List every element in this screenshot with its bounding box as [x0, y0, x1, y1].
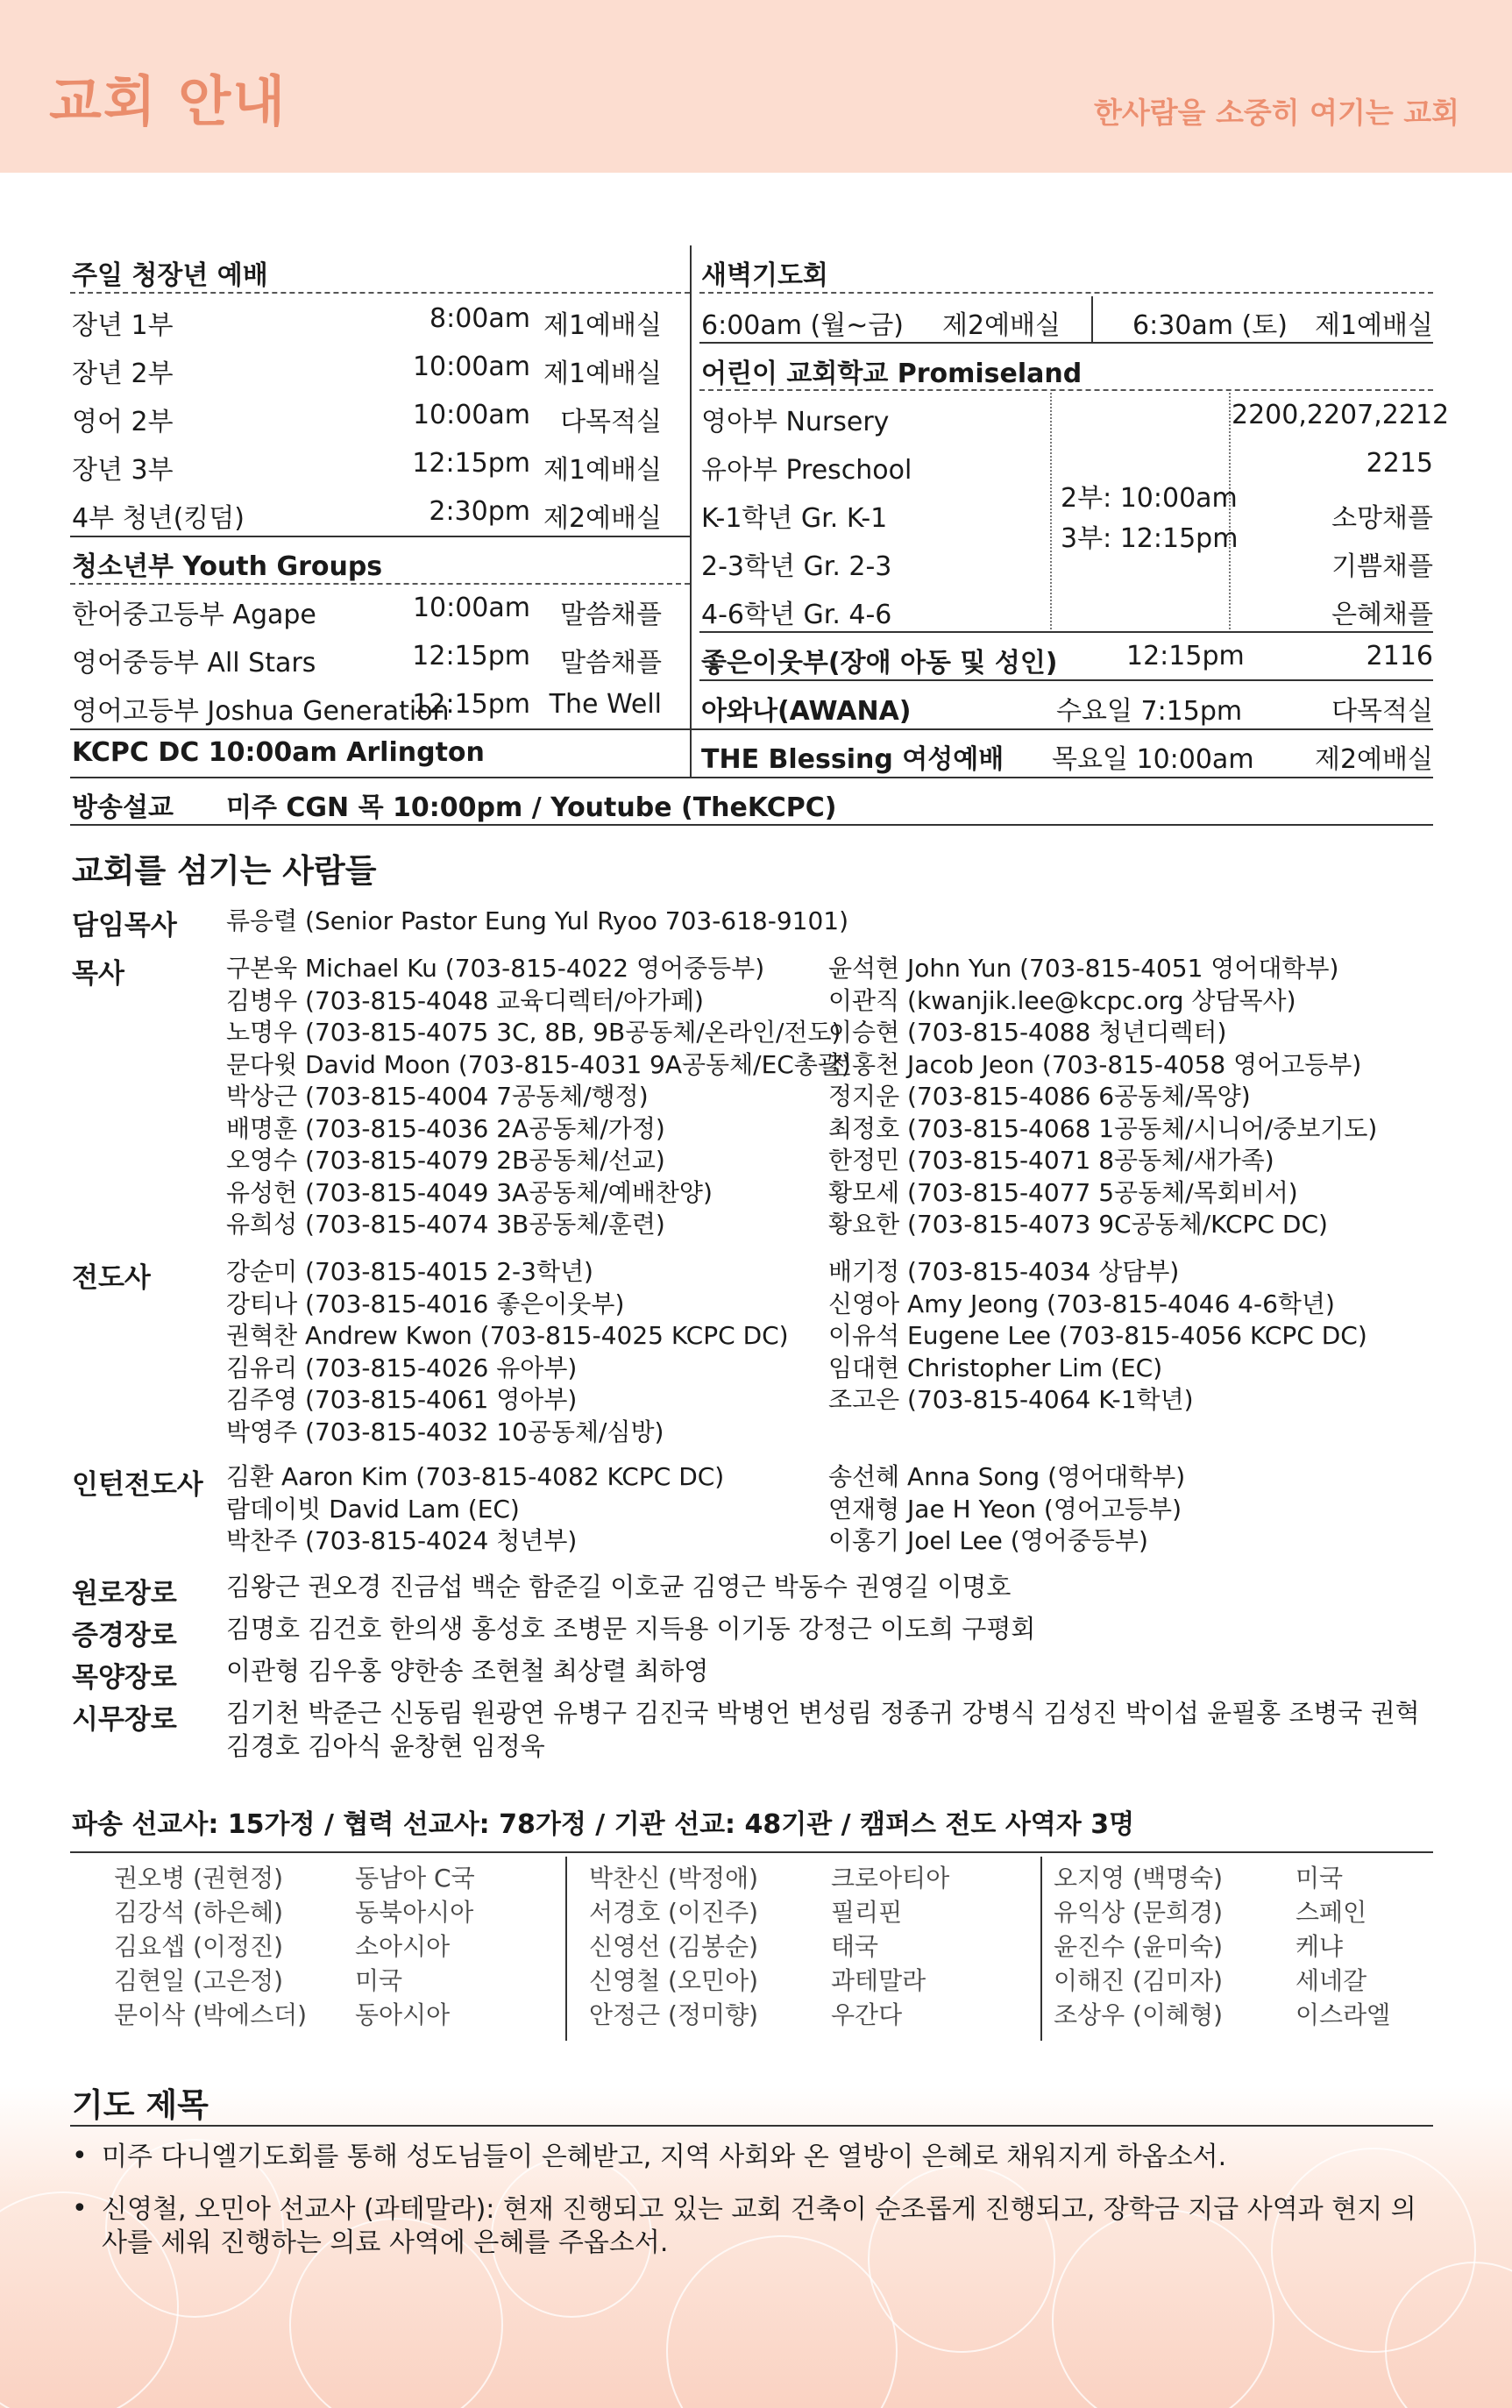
staff-entry: 노명우 (703-815-4075 3C, 8B, 9B공동체/온라인/전도): [226, 1018, 841, 1047]
elders-label: 증경장로: [72, 1620, 177, 1652]
staff-entry: 한정민 (703-815-4071 8공동체/새가족): [828, 1146, 1274, 1175]
evangelists-label: 전도사: [72, 1262, 151, 1294]
staff-entry: 김병우 (703-815-4048 교육디렉터/아가페): [226, 985, 704, 1015]
staff-entry: 최정호 (703-815-4068 1공동체/시니어/중보기도): [828, 1113, 1378, 1143]
missionary-places: 크로아티아 필리핀 태국 과테말라 우간다: [831, 1864, 950, 2029]
missionary-places: 동남아 C국 동북아시아 소아시아 미국 동아시아: [355, 1864, 475, 2029]
worship-title: 주일 청장년 예배: [72, 260, 268, 291]
missionary-places: 미국 스페인 케냐 세네갈 이스라엘: [1295, 1864, 1391, 2029]
staff-entry: 박영주 (703-815-4032 10공동체/심방): [226, 1417, 664, 1446]
prayer-title: 기도 제목: [72, 2086, 209, 2124]
dawn-title: 새벽기도회: [701, 260, 828, 291]
staff-entry: 이관직 (kwanjik.lee@kcpc.org 상담목사): [828, 985, 1296, 1015]
senior-pastor: 류응렬 (Senior Pastor Eung Yul Ryoo 703-618-9101): [226, 906, 849, 935]
staff-entry: 유성헌 (703-815-4049 3A공동체/예배찬양): [226, 1177, 713, 1207]
elders-names: 이관형 김우홍 양한송 조현철 최상렬 최하영: [226, 1656, 709, 1686]
staff-entry: 이유석 Eugene Lee (703-815-4056 KCPC DC): [828, 1321, 1367, 1350]
bullet: •: [72, 2141, 88, 2171]
staff-entry: 이홍기 Joel Lee (영어중등부): [828, 1526, 1148, 1555]
staff-entry: 강티나 (703-815-4016 좋은이웃부): [226, 1289, 625, 1318]
youth-title: 청소년부 Youth Groups: [72, 551, 383, 582]
staff-entry: 문다윗 David Moon (703-815-4031 9A공동체/EC총괄): [226, 1049, 851, 1079]
staff-entry: 이승현 (703-815-4088 청년디렉터): [828, 1018, 1227, 1047]
staff-entry: 오영수 (703-815-4079 2B공동체/선교): [226, 1146, 665, 1175]
elders-names: 김기천 박준근 신동림 원광연 유병구 김진국 박병언 변성림 정종귀 강병식 김성진 박이섭 윤필홍 조병국 권혁: [226, 1698, 1420, 1728]
staff-entry: 신영아 Amy Jeong (703-815-4046 4-6학년): [828, 1289, 1335, 1318]
staff-entry: 강순미 (703-815-4015 2-3학년): [226, 1257, 593, 1286]
staff-entry: 연재형 Jae H Yeon (영어고등부): [828, 1494, 1182, 1524]
staff-entry: 박찬주 (703-815-4024 청년부): [226, 1526, 578, 1555]
staff-entry: 박상근 (703-815-4004 7공동체/행정): [226, 1082, 649, 1111]
staff-entry: 배기정 (703-815-4034 상담부): [828, 1257, 1180, 1286]
staff-entry: 김주영 (703-815-4061 영아부): [226, 1385, 578, 1414]
senior-pastor-label: 담임목사: [72, 910, 177, 941]
elders-names: 김명호 김건호 한의생 홍성호 조병문 지득용 이기동 강정근 이도희 구평회: [226, 1614, 1036, 1644]
page-title: 교회 안내: [49, 69, 287, 133]
staff-entry: 전홍천 Jacob Jeon (703-815-4058 영어고등부): [828, 1049, 1362, 1079]
elders-names: 김왕근 권오경 진금섭 백순 함준길 이호균 김영근 박동수 권영길 이명호: [226, 1572, 1012, 1602]
school-time-2: 3부: 12:15pm: [1061, 523, 1239, 554]
interns-label: 인턴전도사: [72, 1469, 203, 1501]
prayer-item: 미주 다니엘기도회를 통해 성도님들이 은혜받고, 지역 사회와 온 열방이 은혜로 채워지게 하옵소서.: [102, 2142, 1227, 2172]
broadcast-label: 방송설교: [72, 792, 174, 823]
prayer-item: 신영철, 오민아 선교사 (과테말라): 현재 진행되고 있는 교회 건축이 순조롭게 진행되고, 장학금 지급 사역과 현지 의사를 세워 진행하는 의료 사역에 은혜를 주옵소서.: [102, 2194, 1416, 2258]
broadcast-text: 미주 CGN 목 10:00pm / Youtube (TheKCPC): [226, 792, 837, 823]
missions-title: 파송 선교사: 15가정 / 협력 선교사: 78가정 / 기관 선교: 48기관 / 캠퍼스 전도 사역자 3명: [72, 1809, 1135, 1840]
staff-entry: 조고은 (703-815-4064 K-1학년): [828, 1385, 1194, 1414]
staff-entry: 윤석현 John Yun (703-815-4051 영어대학부): [828, 954, 1339, 983]
staff-entry: 구본욱 Michael Ku (703-815-4022 영어중등부): [226, 954, 765, 983]
pastors-label: 목사: [72, 958, 124, 990]
staff-entry: 송선혜 Anna Song (영어대학부): [828, 1462, 1186, 1491]
staff-entry: 김유리 (703-815-4026 유아부): [226, 1353, 578, 1382]
pastors-list-left: [226, 953, 851, 1241]
staff-entry: 배명훈 (703-815-4036 2A공동체/가정): [226, 1113, 665, 1143]
missionary-names: 박찬신 (박정애) 서경호 (이진주) 신영선 (김봉순) 신영철 (오민아) 안정근 (정미향): [589, 1864, 759, 2029]
pastors-list-right: [828, 953, 1377, 1241]
elders-names: 김경호 김아식 윤창현 임정욱: [226, 1731, 545, 1761]
staff-entry: 정지운 (703-815-4086 6공동체/목양): [828, 1082, 1251, 1111]
bullet: •: [72, 2193, 88, 2224]
staff-entry: 김환 Aaron Kim (703-815-4082 KCPC DC): [226, 1462, 725, 1491]
elders-label: 원로장로: [72, 1578, 177, 1609]
interns-list-left: [226, 1461, 724, 1558]
school-title: 어린이 교회학교 Promiseland: [701, 359, 1083, 389]
missionary-names: 오지영 (백명숙) 유익상 (문희경) 윤진수 (윤미숙) 이해진 (김미자) 조상우 (이혜형): [1054, 1864, 1224, 2029]
kcpc-dc: KCPC DC 10:00am Arlington: [72, 737, 485, 768]
elders-label: 시무장로: [72, 1704, 177, 1736]
staff-entry: 유희성 (703-815-4074 3B공동체/훈련): [226, 1210, 665, 1239]
evangelists-list-right: [828, 1256, 1367, 1417]
missionary-names: 권오병 (권현정) 김강석 (하은혜) 김요셉 (이정진) 김현일 (고은정) 문이삭 (박에스더): [114, 1864, 308, 2029]
evangelists-list-left: [226, 1256, 789, 1448]
staff-entry: 황요한 (703-815-4073 9C공동체/KCPC DC): [828, 1210, 1328, 1239]
interns-list-right: [828, 1461, 1185, 1558]
staff-entry: 황모세 (703-815-4077 5공동체/목회비서): [828, 1177, 1298, 1207]
staff-entry: 임대현 Christopher Lim (EC): [828, 1353, 1163, 1382]
staff-title: 교회를 섬기는 사람들: [72, 852, 377, 890]
school-time-1: 2부: 10:00am: [1061, 483, 1238, 514]
staff-entry: 람데이빗 David Lam (EC): [226, 1494, 520, 1524]
page-tagline: 한사람을 소중히 여기는 교회: [1093, 96, 1459, 130]
elders-label: 목양장로: [72, 1662, 177, 1694]
staff-entry: 권혁찬 Andrew Kwon (703-815-4025 KCPC DC): [226, 1321, 789, 1350]
